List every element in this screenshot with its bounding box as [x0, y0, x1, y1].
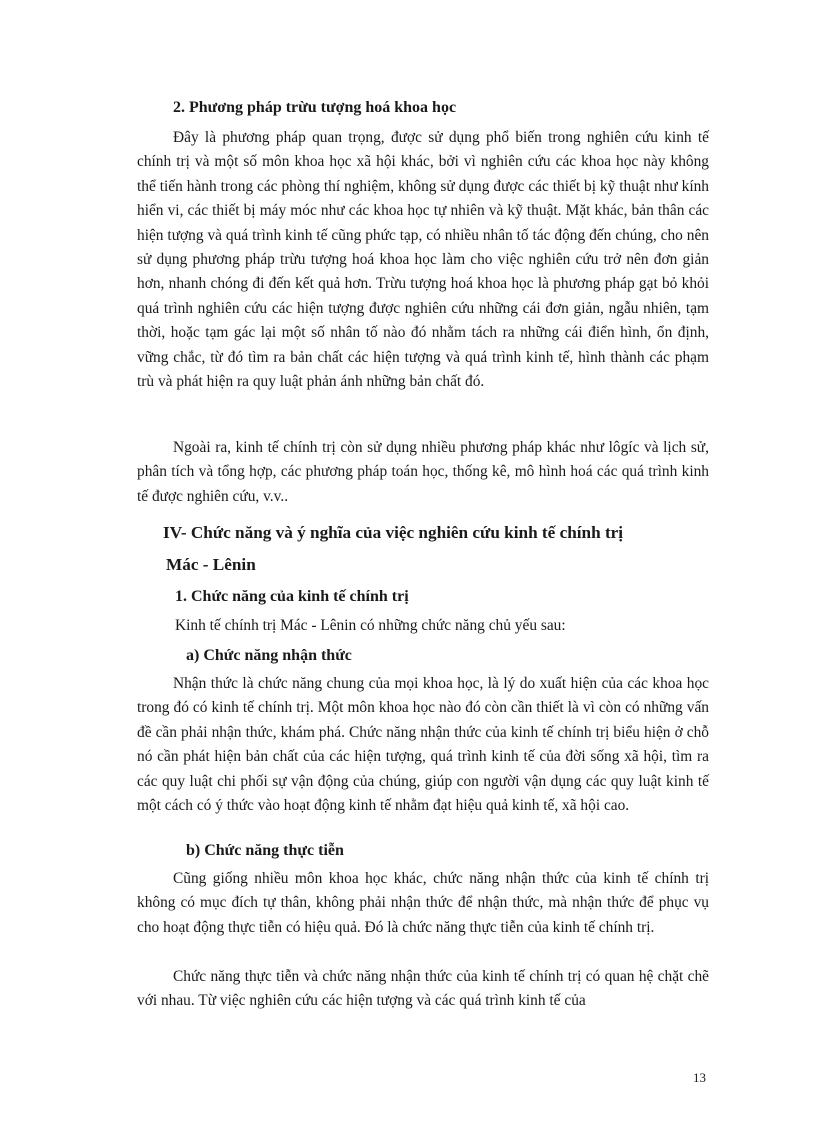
subsection-1-intro: Kinh tế chính trị Mác - Lênin có những chức năng chủ yếu sau: [175, 617, 566, 634]
subsection-b-heading: b) Chức năng thực tiễn [186, 842, 344, 859]
section-2-heading: 2. Phương pháp trừu tượng hoá khoa học [173, 99, 457, 116]
page-number: 13 [693, 1070, 706, 1085]
paragraph-cognitive-function: Nhận thức là chức năng chung của mọi khoa học, là lý do xuất hiện của các khoa học trong đó có kinh tế chính trị. Một môn khoa học nào đó còn cần thiết là vì còn có những vấn đề cần phải nhận thức, khám phá. Chức năng nhận thức của kinh tế chính trị biểu hiện ở chỗ nó cần phát hiện bản chất của các hiện tượng, quá trình kinh tế của đời sống xã hội, tìm ra các quy luật chi phối sự vận động của chúng, giúp con người vận dụng các quy luật kinh tế một cách có ý thức vào hoạt động kinh tế nhằm đạt hiệu quả kinh tế, xã hội cao. [137, 675, 709, 815]
subsection-a-heading: a) Chức năng nhận thức [186, 647, 352, 664]
section-4-heading-line2: Mác - Lênin [166, 555, 256, 574]
section-4-heading-line1: IV- Chức năng và ý nghĩa của việc nghiên cứu kinh tế chính trị [163, 523, 624, 542]
paragraph-practical-function: Cũng giống nhiều môn khoa học khác, chức năng nhận thức của kinh tế chính trị không có mục đích tự thân, không phải nhận thức để nhận thức, mà nhận thức để phục vụ cho hoạt động thực tiễn có hiệu quả. Đó là chức năng thực tiễn của kinh tế chính trị. [137, 870, 709, 936]
paragraph-abstraction-method: Đây là phương pháp quan trọng, được sử dụng phổ biến trong nghiên cứu kinh tế chính trị và một số môn khoa học xã hội khác, bởi vì nghiên cứu các khoa học này không thể tiến hành trong các phòng thí nghiệm, không sử dụng được các thiết bị kỹ thuật như kính hiển vi, các thiết bị máy móc như các khoa học tự nhiên và kỹ thuật. Mặt khác, bản thân các hiện tượng và quá trình kinh tế cũng phức tạp, có nhiều nhân tố tác động đến chúng, cho nên sử dụng phương pháp trừu tượng hoá khoa học làm cho việc nghiên cứu trở nên đơn giản hơn, nhanh chóng đi đến kết quả hơn. Trừu tượng hoá khoa học là phương pháp gạt bỏ khỏi quá trình nghiên cứu các hiện tượng được nghiên cứu những cái đơn giản, ngẫu nhiên, tạm thời, hoặc tạm gác lại một số nhân tố nào đó nhằm tách ra những cái điển hình, ổn định, vững chắc, từ đó tìm ra bản chất các hiện tượng và quá trình kinh tế, hình thành các phạm trù và phát hiện ra quy luật phản ánh những bản chất đó. [137, 129, 709, 391]
subsection-1-heading: 1. Chức năng của kinh tế chính trị [175, 588, 409, 605]
paragraph-other-methods: Ngoài ra, kinh tế chính trị còn sử dụng nhiều phương pháp khác như lôgíc và lịch sử, phân tích và tổng hợp, các phương pháp toán học, thống kê, mô hình hoá các quá trình kinh tế được nghiên cứu, v.v.. [137, 439, 709, 505]
paragraph-relationship: Chức năng thực tiễn và chức năng nhận thức của kinh tế chính trị có quan hệ chặt chẽ với nhau. Từ việc nghiên cứu các hiện tượng và các quá trình kinh tế của [137, 968, 709, 1010]
